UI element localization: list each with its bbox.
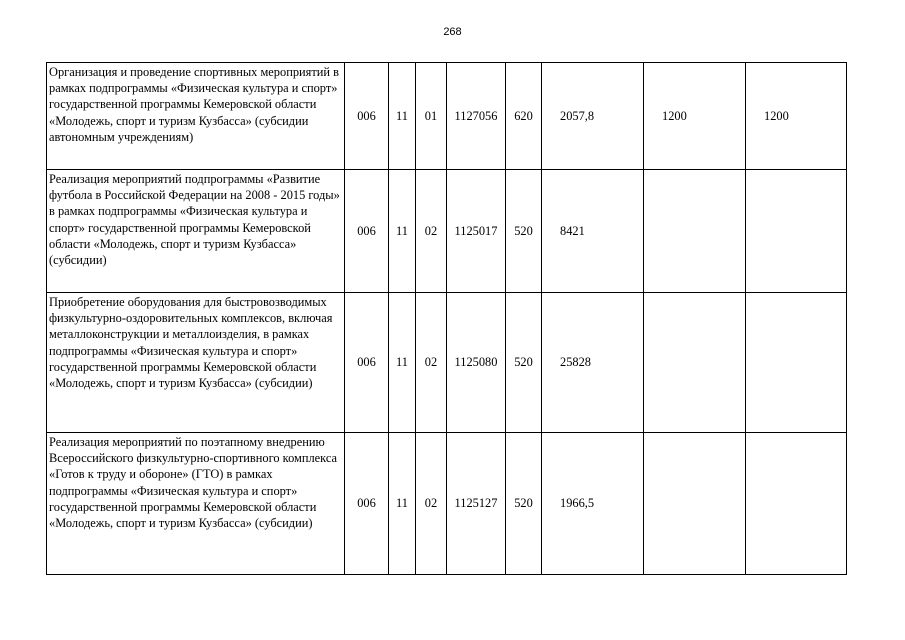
ministry-code-cell: 006 — [345, 293, 389, 433]
sum-1-cell: 1966,5 — [542, 433, 644, 575]
sum-1-cell: 8421 — [542, 170, 644, 293]
sum-3-cell: 1200 — [746, 63, 847, 170]
sum-2-cell — [644, 433, 746, 575]
target-code-cell: 1125080 — [447, 293, 506, 433]
table-row — [47, 170, 847, 293]
ministry-code-cell: 006 — [345, 170, 389, 293]
subsection-code-cell: 01 — [416, 63, 447, 170]
description-cell: Организация и проведение спортивных мероприятий в рамках подпрограммы «Физическая культура и спорт» государственной программы Кемеровской области «Молодежь, спорт и туризм Кузбасса» (субсидии автономным учреждениям) — [47, 63, 345, 170]
description-cell: Реализация мероприятий по поэтапному внедрению Всероссийского физкультурно-спортивного комплекса «Готов к труду и обороне» (ГТО) в рамках подпрограммы «Физическая культура и спорт» государственной программы Кемеровской области «Молодежь, спорт и туризм Кузбасса» (субсидии) — [47, 433, 345, 575]
target-code-cell: 1125017 — [447, 170, 506, 293]
table-row — [47, 293, 847, 433]
section-code-cell: 11 — [389, 170, 416, 293]
ministry-code-cell: 006 — [345, 433, 389, 575]
expense-type-cell: 520 — [506, 433, 542, 575]
page-number: 268 — [443, 26, 462, 38]
description-cell: Приобретение оборудования для быстровозводимых физкультурно-оздоровительных комплексов, включая металлоконструкции и металлоизделия, в рамках подпрограммы «Физическая культура и спорт» государственной программы Кемеровской области «Молодежь, спорт и туризм Кузбасса» (субсидии) — [47, 293, 345, 433]
target-code-cell: 1125127 — [447, 433, 506, 575]
ministry-code-cell: 006 — [345, 63, 389, 170]
sum-2-cell: 1200 — [644, 63, 746, 170]
subsection-code-cell: 02 — [416, 170, 447, 293]
expense-type-cell: 620 — [506, 63, 542, 170]
subsection-code-cell: 02 — [416, 293, 447, 433]
budget-table — [46, 62, 847, 575]
sum-3-cell — [746, 293, 847, 433]
sum-2-cell — [644, 293, 746, 433]
sum-3-cell — [746, 433, 847, 575]
table-row — [47, 63, 847, 170]
target-code-cell: 1127056 — [447, 63, 506, 170]
section-code-cell: 11 — [389, 433, 416, 575]
section-code-cell: 11 — [389, 293, 416, 433]
section-code-cell: 11 — [389, 63, 416, 170]
sum-1-cell: 25828 — [542, 293, 644, 433]
subsection-code-cell: 02 — [416, 433, 447, 575]
expense-type-cell: 520 — [506, 170, 542, 293]
table-row — [47, 433, 847, 575]
description-cell: Реализация мероприятий подпрограммы «Развитие футбола в Российской Федерации на 2008 - 2015 годы» в рамках подпрограммы «Физическая культура и спорт» государственной программы Кемеровской области «Молодежь, спорт и туризм Кузбасса» (субсидии) — [47, 170, 345, 293]
sum-2-cell — [644, 170, 746, 293]
expense-type-cell: 520 — [506, 293, 542, 433]
sum-1-cell: 2057,8 — [542, 63, 644, 170]
sum-3-cell — [746, 170, 847, 293]
